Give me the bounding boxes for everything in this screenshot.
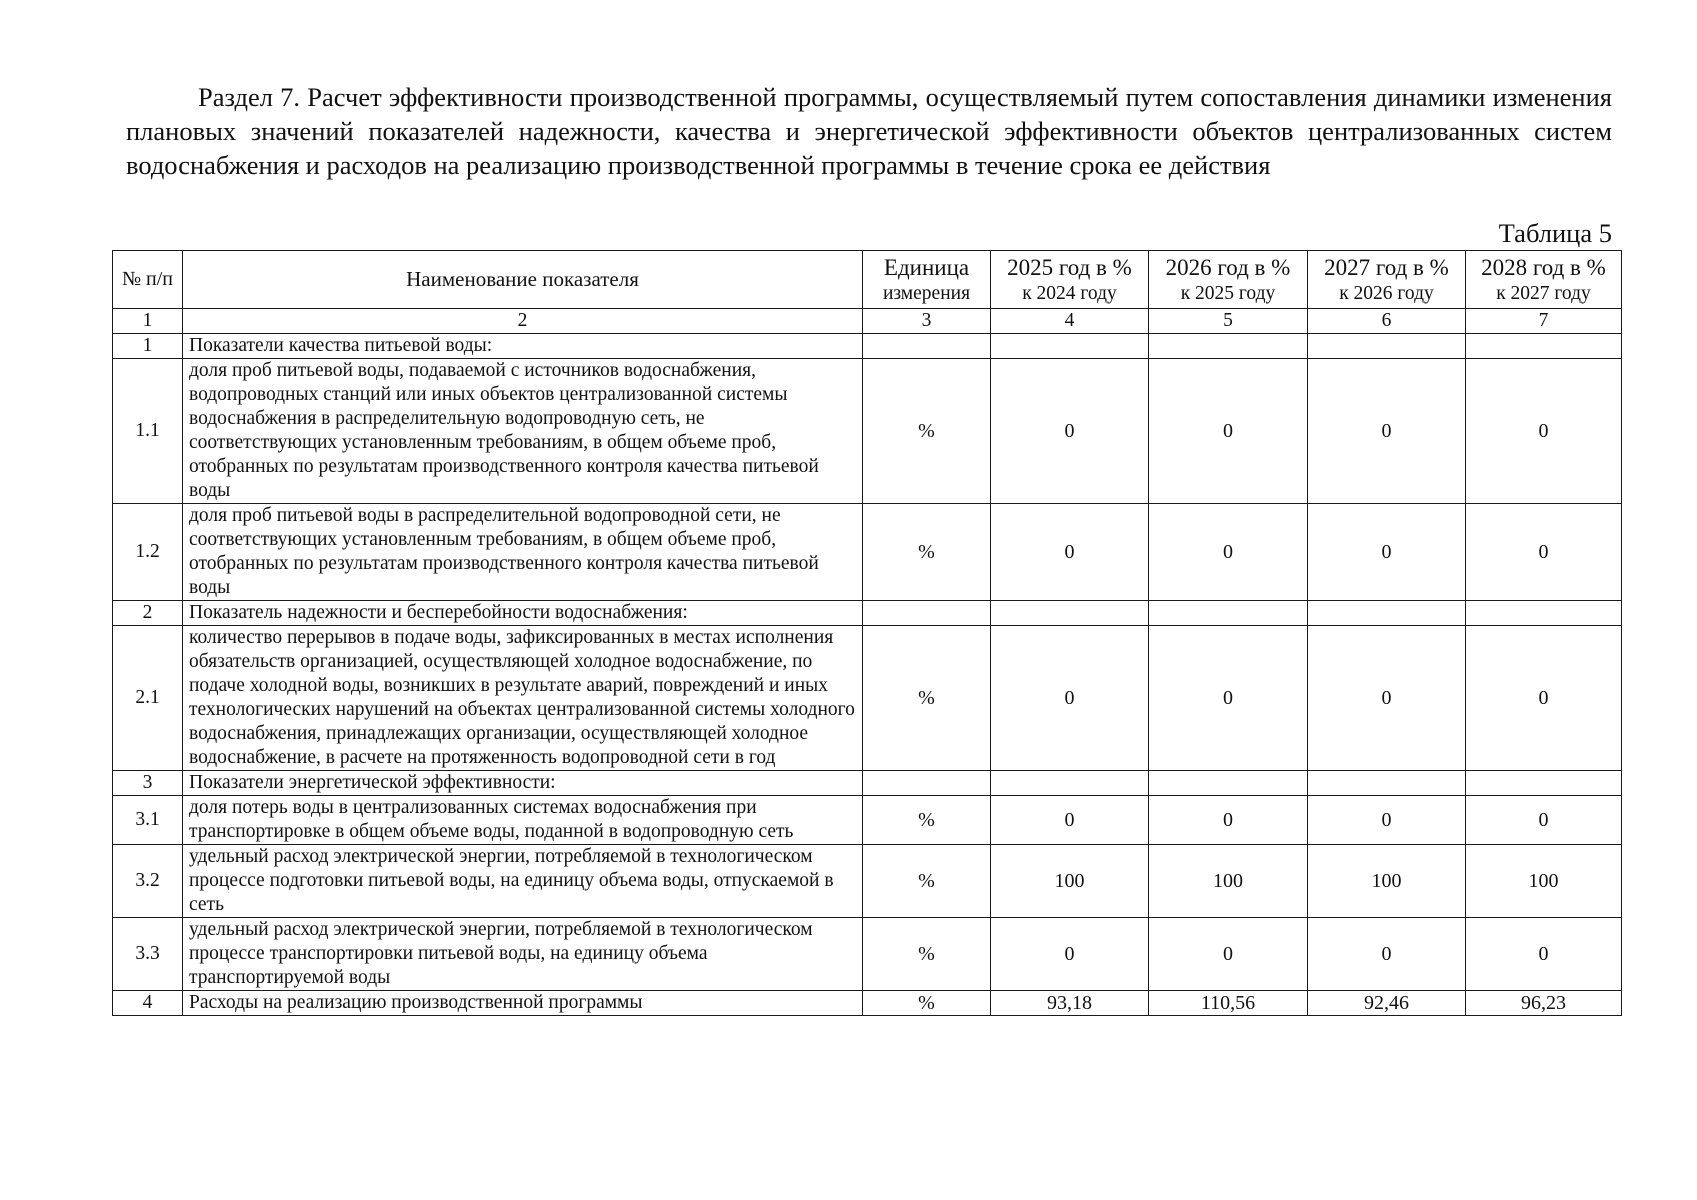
table-caption: Таблица 5 (1498, 218, 1612, 248)
row-num: 1 (113, 334, 183, 359)
header-num (113, 251, 183, 309)
row-unit: % (863, 626, 991, 771)
row-name: доля потерь воды в централизованных системах водоснабжения при транспортировке в общем объеме воды, поданной в водопроводную сеть (183, 796, 863, 845)
row-value-2025 (991, 601, 1149, 626)
header-2025-main: 2025 год в % (1007, 254, 1132, 280)
row-value-2026 (1149, 334, 1308, 359)
row-value-2025: 0 (991, 626, 1149, 771)
table-row (113, 771, 1622, 796)
row-value-2025: 93,18 (991, 991, 1149, 1016)
header-name (183, 251, 863, 309)
column-number: 1 (113, 309, 183, 334)
row-num: 3.1 (113, 796, 183, 845)
row-value-2028 (1466, 601, 1622, 626)
row-num: 1.2 (113, 504, 183, 601)
row-name: Показатели качества питьевой воды: (183, 334, 863, 359)
row-value-2027: 0 (1308, 796, 1466, 845)
column-number: 4 (991, 309, 1149, 334)
header-unit-sub: измерения (882, 282, 971, 304)
column-number: 6 (1308, 309, 1466, 334)
row-value-2027: 0 (1308, 359, 1466, 504)
row-value-2028: 0 (1466, 918, 1622, 991)
row-unit: % (863, 796, 991, 845)
row-value-2026 (1149, 771, 1308, 796)
header-2026 (1149, 251, 1308, 309)
table-row (113, 626, 1622, 771)
row-name: количество перерывов в подаче воды, зафиксированных в местах исполнения обязательств организацией, осуществляющей холодное водоснабжение, по подаче холодной воды, возникших в результате аварий, повреждений и иных технологических нарушений на объектах централизованной системы холодного водоснабжения, принадлежащих организации, осуществляющей холодное водоснабжение, в расчете на протяженность водопроводной сети в год (183, 626, 863, 771)
header-2025-sub: к 2024 году (1022, 282, 1117, 304)
row-num: 3.3 (113, 918, 183, 991)
row-value-2025 (991, 771, 1149, 796)
row-value-2025: 100 (991, 845, 1149, 918)
row-num: 1.1 (113, 359, 183, 504)
row-value-2027: 0 (1308, 626, 1466, 771)
header-2027-main: 2027 год в % (1324, 254, 1449, 280)
row-value-2028: 0 (1466, 626, 1622, 771)
header-row (113, 251, 1622, 309)
row-value-2027: 0 (1308, 504, 1466, 601)
table-row (113, 334, 1622, 359)
table-row (113, 504, 1622, 601)
row-name: Расходы на реализацию производственной программы (183, 991, 863, 1016)
row-unit: % (863, 359, 991, 504)
column-number-row (113, 309, 1622, 334)
row-value-2028: 0 (1466, 796, 1622, 845)
row-value-2028: 100 (1466, 845, 1622, 918)
table-row (113, 601, 1622, 626)
header-2025 (991, 251, 1149, 309)
table-row (113, 796, 1622, 845)
row-value-2025 (991, 334, 1149, 359)
row-value-2026: 110,56 (1149, 991, 1308, 1016)
row-num: 3 (113, 771, 183, 796)
header-2028-main: 2028 год в % (1481, 254, 1606, 280)
row-num: 3.2 (113, 845, 183, 918)
table-row (113, 845, 1622, 918)
table-row (113, 359, 1622, 504)
row-value-2028: 0 (1466, 359, 1622, 504)
row-value-2026: 0 (1149, 626, 1308, 771)
row-value-2025: 0 (991, 359, 1149, 504)
row-value-2025: 0 (991, 796, 1149, 845)
row-value-2027: 92,46 (1308, 991, 1466, 1016)
column-number: 7 (1466, 309, 1622, 334)
row-unit (863, 601, 991, 626)
row-value-2026: 0 (1149, 918, 1308, 991)
header-unit (863, 251, 991, 309)
header-unit-main: Единица (883, 254, 970, 280)
row-value-2027 (1308, 771, 1466, 796)
row-value-2028: 0 (1466, 504, 1622, 601)
header-2027-sub: к 2026 году (1339, 282, 1434, 304)
row-num: 4 (113, 991, 183, 1016)
row-unit: % (863, 845, 991, 918)
row-value-2026 (1149, 601, 1308, 626)
row-value-2027: 0 (1308, 918, 1466, 991)
row-num: 2.1 (113, 626, 183, 771)
header-2028 (1466, 251, 1622, 309)
header-name-label: Наименование показателя (406, 266, 639, 291)
row-unit: % (863, 504, 991, 601)
section-heading: Раздел 7. Расчет эффективности производственной программы, осуществляемый путем сопоставления динамики изменения плановых значений показателей надежности, качества и энергетической эффективности объектов централизованных систем водоснабжения и расходов на реализацию производственной программы в течение срока ее действия (126, 82, 1612, 180)
row-value-2028 (1466, 771, 1622, 796)
row-num: 2 (113, 601, 183, 626)
row-name: удельный расход электрической энергии, потребляемой в технологическом процессе подготовки питьевой воды, на единицу объема воды, отпускаемой в сеть (183, 845, 863, 918)
header-num-label: № п/п (121, 268, 174, 290)
row-value-2027: 100 (1308, 845, 1466, 918)
row-unit (863, 771, 991, 796)
header-2027 (1308, 251, 1466, 309)
row-value-2026: 0 (1149, 504, 1308, 601)
row-name: Показатели энергетической эффективности: (183, 771, 863, 796)
row-value-2027 (1308, 601, 1466, 626)
column-number: 2 (183, 309, 863, 334)
row-name: удельный расход электрической энергии, потребляемой в технологическом процессе транспортировки питьевой воды, на единицу объема транспортируемой воды (183, 918, 863, 991)
row-value-2026: 0 (1149, 359, 1308, 504)
table-row (113, 918, 1622, 991)
row-name: доля проб питьевой воды, подаваемой с источников водоснабжения, водопроводных станций или иных объектов централизованной системы водоснабжения в распределительную водопроводную сеть, не соответствующих установленным требованиям, в общем объеме проб, отобранных по результатам производственного контроля качества питьевой воды (183, 359, 863, 504)
header-2026-main: 2026 год в % (1165, 254, 1291, 280)
row-value-2028 (1466, 334, 1622, 359)
row-name: доля проб питьевой воды в распределительной водопроводной сети, не соответствующих установленным требованиям, в общем объеме проб, отобранных по результатам производственного контроля качества питьевой воды (183, 504, 863, 601)
column-number: 5 (1149, 309, 1308, 334)
header-2028-sub: к 2027 году (1496, 282, 1591, 304)
row-value-2026: 0 (1149, 796, 1308, 845)
row-value-2025: 0 (991, 918, 1149, 991)
row-unit (863, 334, 991, 359)
row-name: Показатель надежности и бесперебойности водоснабжения: (183, 601, 863, 626)
column-number: 3 (863, 309, 991, 334)
row-value-2026: 100 (1149, 845, 1308, 918)
row-value-2028: 96,23 (1466, 991, 1622, 1016)
table-row (113, 991, 1622, 1016)
indicators-table (112, 250, 1622, 1016)
row-value-2027 (1308, 334, 1466, 359)
row-unit: % (863, 918, 991, 991)
header-2026-sub: к 2025 году (1180, 282, 1276, 304)
row-value-2025: 0 (991, 504, 1149, 601)
row-unit: % (863, 991, 991, 1016)
